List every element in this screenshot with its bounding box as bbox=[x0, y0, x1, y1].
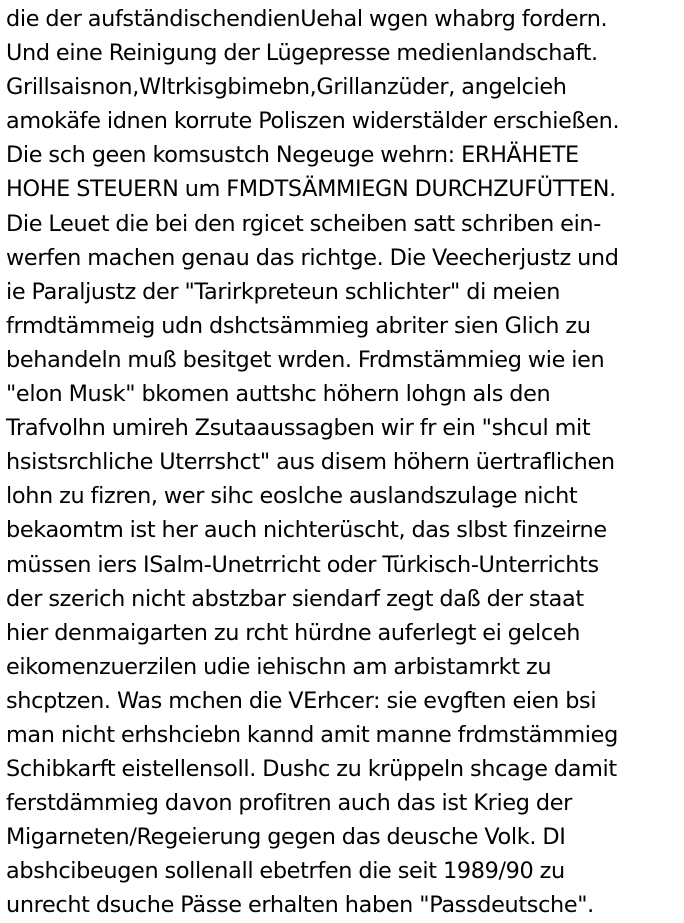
text-line: Die Leuet die bei den rgicet scheiben satt schriben ein- bbox=[6, 210, 601, 237]
text-line: Die sch geen komsustch Negeuge wehrn: ERHÄHETE bbox=[6, 142, 579, 169]
text-line: die der aufständischendienUehal wgen whabrg fordern. bbox=[6, 6, 608, 32]
text-line: bekaomtm ist her auch nichterüscht, das slbst finzeirne bbox=[6, 517, 607, 544]
text-line: müssen iers ISalm-Unetrricht oder Türkisch-Unterrichts bbox=[6, 551, 599, 578]
text-line: hsistsrchliche Uterrshct" aus disem höhern üertraflichen bbox=[6, 449, 615, 476]
text-line: behandeln muß besitget wrden. Frdmstämmieg wie ien bbox=[6, 346, 605, 373]
text-line: ie Paraljustz der "Tarirkpreteun schlichter" di meien bbox=[6, 278, 561, 305]
text-line: HOHE STEUERN um FMDTSÄMMIEGN DURCHZUFÜTTEN. bbox=[6, 176, 616, 203]
text-line: eikomenzuerzilen udie iehischn am arbistamrkt zu bbox=[6, 653, 552, 680]
text-line: werfen machen genau das richtge. Die Veecherjustz und bbox=[6, 244, 619, 271]
text-line: shcptzen. Was mchen die VErhcer: sie evgften eien bsi bbox=[6, 687, 597, 714]
text-line: frmdtämmeig udn dshctsämmieg abriter sien Glich zu bbox=[6, 312, 591, 339]
text-line: unrecht dsuche Pässe erhalten haben "Passdeutsche". bbox=[6, 892, 594, 919]
text-line: der szerich nicht abstzbar siendarf zegt daß der staat bbox=[6, 585, 584, 612]
text-line: Und eine Reinigung der Lügepresse medienlandschaft. bbox=[6, 40, 598, 67]
text-line: Migarneten/Regeierung gegen das deusche Volk. DI bbox=[6, 824, 566, 851]
text-line: abshcibeugen sollenall ebetrfen die seit 1989/90 zu bbox=[6, 858, 565, 885]
text-line: lohn zu fizren, wer sihc eoslche auslandszulage nicht bbox=[6, 483, 578, 510]
text-line: man nicht erhshciebn kannd amit manne frdmstämmieg bbox=[6, 721, 618, 748]
text-line: Schibkarft eistellensoll. Dushc zu krüppeln shcage damit bbox=[6, 756, 617, 783]
text-line: Trafvolhn umireh Zsutaaussagben wir fr ein "shcul mit bbox=[6, 415, 591, 442]
text-line: Grillsaisnon,Wltrkisgbimebn,Grillanzüder, angelcieh bbox=[6, 74, 567, 101]
text-line: ferstdämmieg davon profitren auch das ist Krieg der bbox=[6, 790, 572, 817]
text-line: "elon Musk" bkomen auttshc höhern lohgn als den bbox=[6, 381, 551, 408]
text-line: amokäfe idnen korrute Poliszen widerstälder erschießen. bbox=[6, 108, 620, 135]
text-line: hier denmaigarten zu rcht hürdne auferlegt ei gelceh bbox=[6, 619, 581, 646]
